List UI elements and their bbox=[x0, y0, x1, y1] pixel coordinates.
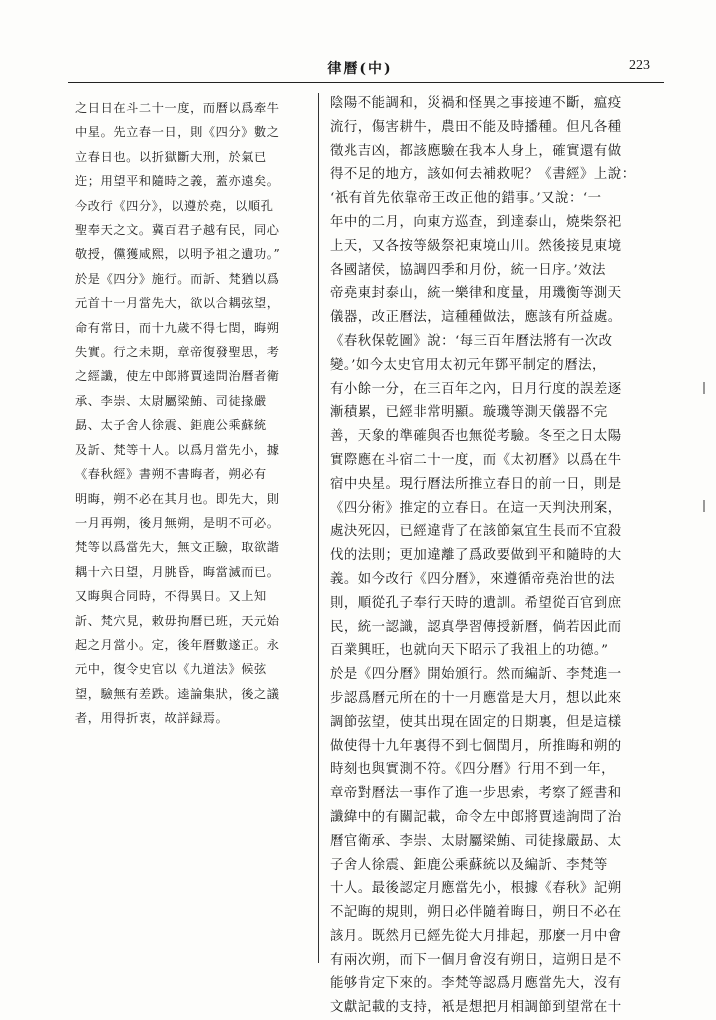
text-line: 做使得十九年裏得不到七個閏月，所推晦和朔的 bbox=[330, 738, 622, 754]
text-line: 今改行《四分》，以遵於堯，以順孔 bbox=[75, 198, 274, 213]
text-line: 各國諸侯，協調四季和月份，統一日序。’效法 bbox=[330, 262, 606, 278]
text-line: 善，天象的準確與否也無從考驗。冬至之日太陽 bbox=[330, 429, 622, 445]
original-text-column bbox=[75, 96, 307, 731]
text-line: 能够肯定下來的。李梵等認爲月應當先大，沒有 bbox=[330, 976, 622, 992]
text-line: ‘祇有首先依靠帝王改正他的錯事。’又說：‘一 bbox=[330, 191, 602, 207]
text-line: 年中的二月，向東方巡查，到達泰山，燒柴祭祀 bbox=[330, 214, 622, 230]
text-line: 勗、太子舍人徐震、鉅鹿公乘蘇統 bbox=[75, 418, 267, 433]
scan-edge-mark bbox=[703, 500, 705, 512]
text-line: 望，驗無有差跌。逵論集狀，後之議 bbox=[75, 686, 280, 701]
text-line: 義。如今改行《四分曆》，來遵循帝堯治世的法 bbox=[330, 571, 616, 587]
text-line: 迕；用望平和隨時之義，蓋亦遠矣。 bbox=[75, 174, 280, 189]
text-line: 文獻記載的支持，衹是想把月相調節到望常在十 bbox=[330, 1000, 622, 1016]
text-line: 曆官衛承、李崇、太尉屬梁鮪、司徒掾嚴勗、太 bbox=[330, 833, 622, 849]
text-line: 時刻也與實測不符。《四分曆》行用不到一年， bbox=[330, 762, 616, 778]
text-line: 實際應在斗宿二十一度，而《太初曆》以爲在牛 bbox=[330, 452, 622, 468]
text-line: 中星。先立春一日，則《四分》數之 bbox=[75, 125, 280, 140]
text-line: 則，順從孔子奉行天時的遺訓。希望從百官到庶 bbox=[330, 595, 622, 611]
text-line: 一月再朔，後月無朔，是明不可必。 bbox=[75, 515, 280, 530]
text-line: 及訢、梵等十人。以爲月當先小，據 bbox=[75, 442, 280, 457]
text-line: 伐的法則；更加違離了爲政要做到平和隨時的大 bbox=[330, 548, 622, 564]
text-line: 《春秋保乾圖》說：‘每三百年曆法將有一次改 bbox=[330, 333, 613, 349]
text-line: 於是《四分》施行。而訢、梵猶以爲 bbox=[75, 271, 280, 286]
text-line: 失實。行之未期，章帝復發聖思，考 bbox=[75, 345, 280, 360]
text-line: 上天，又各按等級祭祀東境山川。然後接見東境 bbox=[330, 238, 622, 254]
text-line: 又晦與合同時，不得異日。又上知 bbox=[75, 589, 267, 604]
text-line: 宿中央星。現行曆法所推立春日的前一日，則是 bbox=[330, 476, 622, 492]
text-line: 不記晦的規則，朔日必伴隨着晦日，朔日不必在 bbox=[330, 905, 622, 921]
text-line: 明晦，朔不必在其月也。即先大，則 bbox=[75, 491, 280, 506]
text-line: 徵兆吉凶，都該應驗在我本人身上，確實還有做 bbox=[330, 143, 622, 159]
text-line: 承、李崇、太尉屬梁鮪、司徒掾嚴 bbox=[75, 393, 267, 408]
text-line: 流行，傷害耕牛，農田不能及時播種。但凡各種 bbox=[330, 119, 622, 135]
text-line: 於是《四分曆》開始頒行。然而編訢、李梵進一 bbox=[330, 667, 622, 683]
column-divider bbox=[318, 93, 319, 963]
text-line: 變。’如今太史官用太初元年鄧平制定的曆法， bbox=[330, 357, 606, 373]
text-line: 有兩次朔，而下一個月會沒有朔日，這朔日是不 bbox=[330, 952, 622, 968]
text-line: 百業興旺，也就向天下昭示了我祖上的功德。” bbox=[330, 643, 609, 659]
text-line: 之日日在斗二十一度，而曆以爲牽牛 bbox=[75, 101, 280, 115]
page-number: 223 bbox=[629, 58, 650, 73]
text-line: 漸積累，已經非常明顯。璇璣等測天儀器不完 bbox=[330, 405, 608, 421]
text-line: 者，用得折衷，故詳録焉。 bbox=[75, 711, 229, 726]
text-line: 陰陽不能調和，災禍和怪異之事接連不斷，瘟疫 bbox=[330, 96, 622, 111]
text-line: 元中，復令史官以《九道法》候弦 bbox=[75, 662, 267, 677]
text-line: 起之月當小。定，後年曆數遂正。永 bbox=[75, 637, 280, 652]
text-line: 聖奉天之文。冀百君子越有民，同心 bbox=[75, 223, 280, 238]
text-line: 有小餘一分，在三百年之內，日月行度的誤差逐 bbox=[330, 381, 622, 397]
text-line: 民，統一認識，認真學習傳授新曆，倘若因此而 bbox=[330, 619, 622, 635]
text-line: 十人。最後認定月應當先小，根據《春秋》記朔 bbox=[330, 881, 622, 897]
text-line: 步認爲曆元所在的十一月應當是大月，想以此來 bbox=[330, 690, 622, 706]
text-line: 耦十六日望，月朓昏，晦當滅而已。 bbox=[75, 564, 280, 579]
text-line: 元首十一月當先大，欲以合耦弦望， bbox=[75, 296, 280, 311]
text-line: 帝堯東封泰山，統一樂律和度量，用璣衡等測天 bbox=[330, 286, 622, 302]
text-line: 之經讖，使左中郎將賈逵問治曆者衛 bbox=[75, 369, 280, 384]
text-line: 處決死囚，已經違背了在該節氣宜生長而不宜殺 bbox=[330, 524, 622, 540]
text-line: 調節弦望，使其出現在固定的日期裏，但是這樣 bbox=[330, 714, 622, 730]
text-line: 立春日也。以折獄斷大刑，於氣已 bbox=[75, 149, 267, 164]
text-line: 敬授，儻獲咸熙，以明予祖之遺功。” bbox=[75, 247, 281, 262]
text-line: 《四分術》推定的立春日。在這一天判決刑案， bbox=[330, 500, 622, 516]
text-line: 該月。既然月已經先從大月排起，那麼一月中會 bbox=[330, 928, 622, 944]
text-line: 章帝對曆法一事作了進一步思索，考察了經書和 bbox=[330, 786, 622, 802]
running-title: 律曆(中) bbox=[327, 61, 393, 77]
text-line: 訢、梵穴見，敕毋拘曆已班，天元始 bbox=[75, 613, 280, 628]
scan-edge-mark bbox=[703, 382, 705, 394]
text-line: 子舍人徐震、鉅鹿公乘蘇統以及編訢、李梵等 bbox=[330, 857, 608, 873]
text-line: 得不足的地方，該如何去補救呢？《書經》上說： bbox=[330, 167, 636, 183]
text-line: 讖緯中的有關記載，命令左中郎將賈逵詢問了治 bbox=[330, 809, 622, 825]
text-line: 梵等以爲當先大，無文正驗，取欲諧 bbox=[75, 540, 280, 555]
text-line: 《春秋經》書朔不書晦者，朔必有 bbox=[75, 467, 267, 482]
header-rule bbox=[68, 82, 664, 83]
translation-column bbox=[330, 92, 635, 1020]
text-line: 命有常日，而十九歲不得七閏，晦朔 bbox=[75, 320, 280, 335]
text-line: 儀器，改正曆法，這種種做法，應該有所益處。 bbox=[330, 310, 622, 326]
